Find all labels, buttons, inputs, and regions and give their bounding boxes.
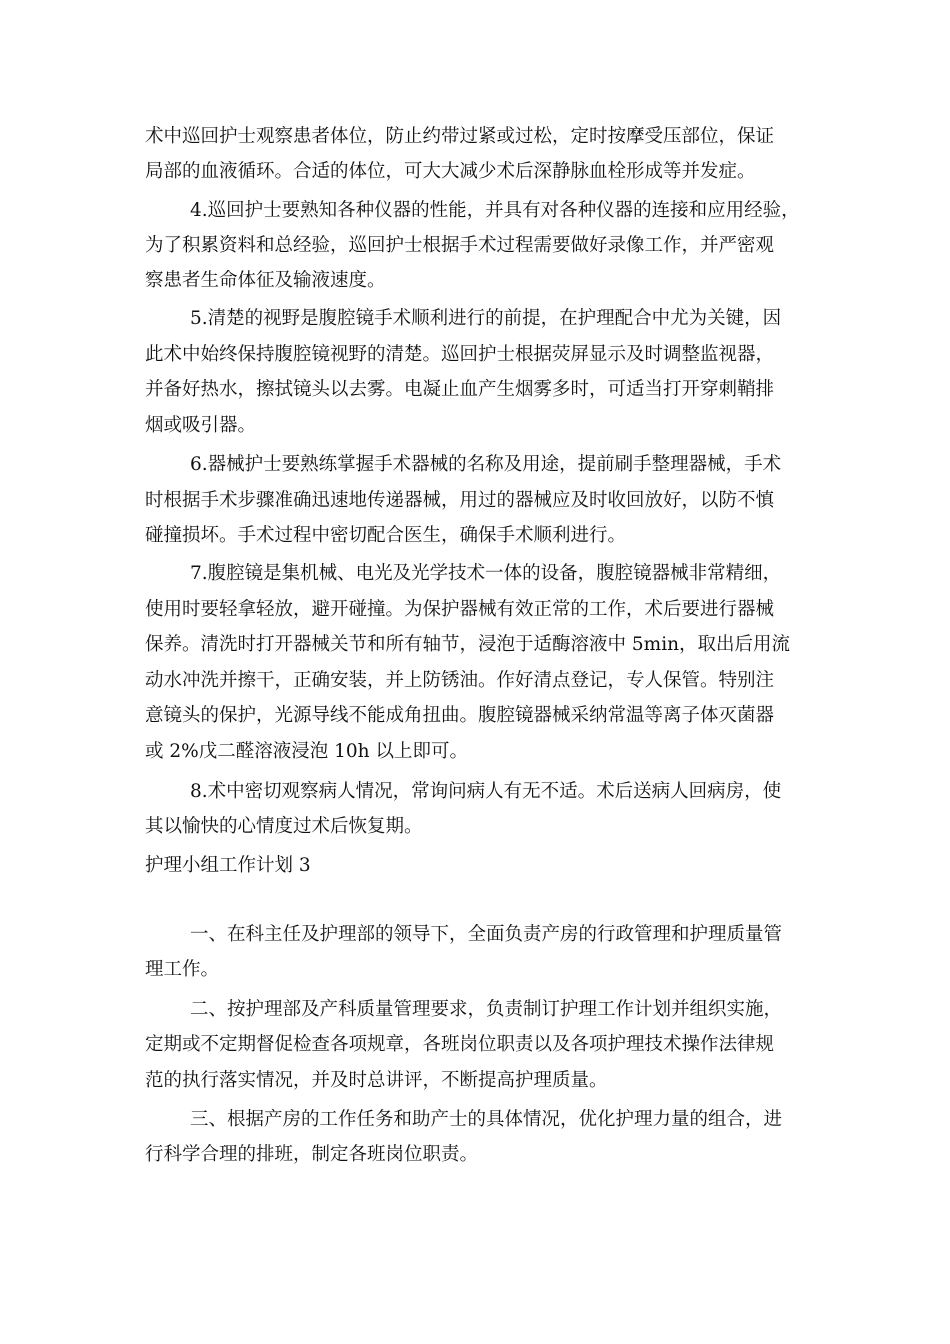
text-line: 范的执行落实情况，并及时总讲评，不断提高护理质量。 <box>145 1070 608 1091</box>
paragraph-8-start: 8.术中密切观察病人情况，常询问病人有无不适。术后送病人回病房，使 <box>190 781 782 802</box>
text-line: 使用时要轻拿轻放，避开碰撞。为保护器械有效正常的工作，术后要进行器械 <box>145 599 775 620</box>
text-line: 保养。清洗时打开器械关节和所有轴节，浸泡于适酶溶液中 5min，取出后用流 <box>145 634 791 655</box>
text-line: 局部的血液循环。合适的体位，可大大减少术后深静脉血栓形成等并发症。 <box>145 161 756 182</box>
text-line: 定期或不定期督促检查各项规章，各班岗位职责以及各项护理技术操作法律规 <box>145 1034 775 1055</box>
section-heading: 护理小组工作计划 3 <box>145 855 311 876</box>
paragraph-7-start: 7.腹腔镜是集机械、电光及光学技术一体的设备，腹腔镜器械非常精细， <box>190 563 782 584</box>
text-line: 察患者生命体征及输液速度。 <box>145 270 386 291</box>
text-line: 或 2%戊二醛溶液浸泡 10h 以上即可。 <box>145 741 468 762</box>
text-line: 烟或吸引器。 <box>145 415 257 436</box>
paragraph-5-start: 5.清楚的视野是腹腔镜手术顺利进行的前提，在护理配合中尤为关键，因 <box>190 308 782 329</box>
text-line: 并备好热水，擦拭镜头以去雾。电凝止血产生烟雾多时，可适当打开穿刺鞘排 <box>145 379 775 400</box>
item-1-start: 一、在科主任及护理部的领导下，全面负责产房的行政管理和护理质量管 <box>190 924 783 945</box>
text-line: 行科学合理的排班，制定各班岗位职责。 <box>145 1144 479 1165</box>
text-line: 理工作。 <box>145 959 220 980</box>
paragraph-6-start: 6.器械护士要熟练掌握手术器械的名称及用途，提前刷手整理器械，手术 <box>190 454 782 475</box>
text-line: 此术中始终保持腹腔镜视野的清楚。巡回护士根据荧屏显示及时调整监视器， <box>145 344 775 365</box>
text-line: 动水冲洗并擦干，正确安装，并上防锈油。作好清点登记，专人保管。特别注 <box>145 670 775 691</box>
text-line: 术中巡回护士观察患者体位，防止约带过紧或过松，定时按摩受压部位，保证 <box>145 126 775 147</box>
text-line: 碰撞损坏。手术过程中密切配合医生，确保手术顺利进行。 <box>145 525 627 546</box>
text-line: 其以愉快的心情度过术后恢复期。 <box>145 816 423 837</box>
paragraph-4-start: 4.巡回护士要熟知各种仪器的性能，并具有对各种仪器的连接和应用经验， <box>190 200 800 221</box>
text-line: 为了积累资料和总经验，巡回护士根据手术过程需要做好录像工作，并严密观 <box>145 235 775 256</box>
text-line: 意镜头的保护，光源导线不能成角扭曲。腹腔镜器械采纳常温等离子体灭菌器 <box>145 705 775 726</box>
text-line: 时根据手术步骤准确迅速地传递器械，用过的器械应及时收回放好，以防不慎 <box>145 490 775 511</box>
item-2-start: 二、按护理部及产科质量管理要求，负责制订护理工作计划并组织实施， <box>190 999 783 1020</box>
item-3-start: 三、根据产房的工作任务和助产士的具体情况，优化护理力量的组合，进 <box>190 1109 783 1130</box>
